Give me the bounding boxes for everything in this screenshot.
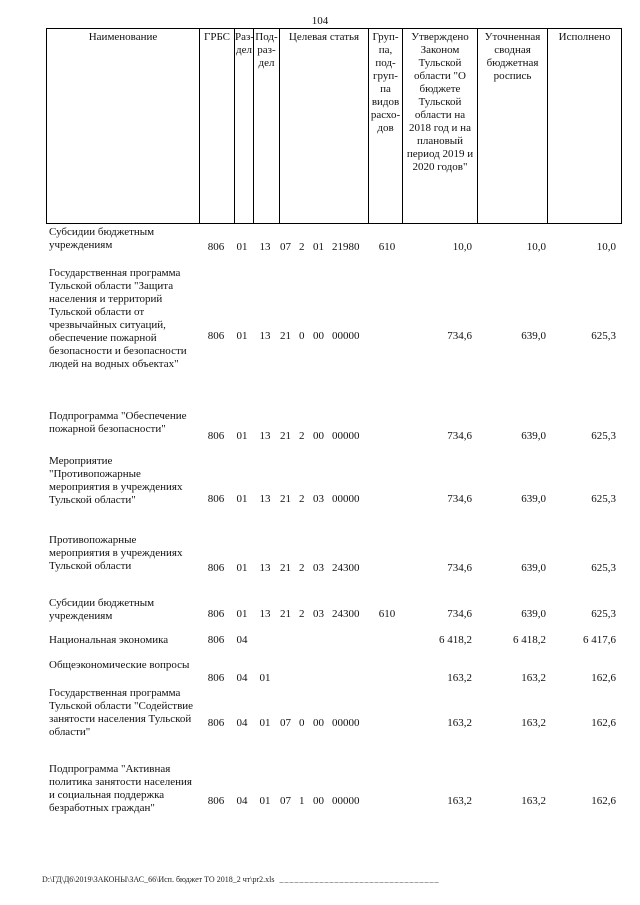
row-executed: 625,3 [591, 562, 616, 574]
row-grbs: 806 [207, 430, 225, 442]
row-executed: 10,0 [596, 241, 616, 253]
target-article-part: 00 [313, 717, 324, 729]
target-article-part: 1 [299, 795, 305, 807]
table-header [46, 28, 622, 224]
target-article-part: 00000 [332, 717, 360, 729]
row-revised: 6 418,2 [513, 634, 546, 646]
row-podrazdel: 01 [259, 795, 271, 807]
row-approved: 734,6 [447, 430, 472, 442]
file-path-footer [42, 875, 439, 884]
header-revised: Уточненная сводная бюджетная роспись [477, 28, 547, 224]
header-target-article: Целевая статья [279, 28, 368, 224]
row-executed: 6 417,6 [583, 634, 616, 646]
target-article-part: 07 [280, 717, 291, 729]
target-article-part: 03 [313, 493, 324, 505]
header-grbs: ГРБС [199, 28, 234, 224]
row-executed: 162,6 [591, 795, 616, 807]
target-article-part: 00000 [332, 795, 360, 807]
row-grbs: 806 [207, 330, 225, 342]
footer-dashes: ________________________________ [279, 875, 440, 884]
target-article-part: 2 [299, 562, 305, 574]
row-name: Государственная программа Тульской области "Содействие занятости населения Тульской области" [49, 687, 194, 738]
target-article-part: 21 [280, 493, 291, 505]
row-approved: 163,2 [447, 717, 472, 729]
row-podrazdel: 01 [259, 672, 271, 684]
row-podrazdel: 13 [259, 430, 271, 442]
row-approved: 163,2 [447, 672, 472, 684]
row-approved: 734,6 [447, 330, 472, 342]
row-executed: 625,3 [591, 430, 616, 442]
row-executed: 162,6 [591, 717, 616, 729]
row-razdel: 04 [236, 672, 248, 684]
header-name: Наименование [46, 28, 199, 224]
row-revised: 163,2 [521, 795, 546, 807]
row-razdel: 01 [236, 241, 248, 253]
row-razdel: 01 [236, 493, 248, 505]
row-revised: 639,0 [521, 430, 546, 442]
row-approved: 734,6 [447, 493, 472, 505]
row-executed: 625,3 [591, 608, 616, 620]
row-approved: 734,6 [447, 562, 472, 574]
row-expense-group: 610 [378, 241, 396, 253]
target-article-part: 07 [280, 241, 291, 253]
row-name: Мероприятие "Противопожарные мероприятия в учреждениях Тульской области" [49, 455, 183, 506]
row-name: Государственная программа Тульской области "Защита населения и территорий Тульской области от чрезвычайных ситуаций, обеспечение пожарной безопасности и безопасности людей на водных объектах" [49, 267, 187, 370]
page-number: 104 [311, 15, 329, 27]
target-article-part: 00000 [332, 430, 360, 442]
row-executed: 625,3 [591, 330, 616, 342]
target-article-part: 2 [299, 608, 305, 620]
target-article-part: 03 [313, 562, 324, 574]
row-podrazdel: 13 [259, 493, 271, 505]
row-revised: 639,0 [521, 608, 546, 620]
row-revised: 10,0 [526, 241, 546, 253]
row-executed: 162,6 [591, 672, 616, 684]
target-article-part: 24300 [332, 608, 360, 620]
row-grbs: 806 [207, 608, 225, 620]
row-grbs: 806 [207, 795, 225, 807]
file-path: D:\ГД\Д6\2019\ЗАКОНЫ\ЗАС_66\Исп. бюджет ТО 2018_2 чт\pr2.xls [42, 875, 275, 884]
row-podrazdel: 13 [259, 330, 271, 342]
target-article-part: 01 [313, 241, 324, 253]
row-approved: 6 418,2 [439, 634, 472, 646]
row-expense-group: 610 [378, 608, 396, 620]
row-name: Национальная экономика [49, 634, 169, 646]
target-article-part: 24300 [332, 562, 360, 574]
target-article-part: 00 [313, 795, 324, 807]
row-grbs: 806 [207, 562, 225, 574]
row-revised: 639,0 [521, 562, 546, 574]
row-revised: 163,2 [521, 672, 546, 684]
row-grbs: 806 [207, 241, 225, 253]
row-approved: 734,6 [447, 608, 472, 620]
row-grbs: 806 [207, 672, 225, 684]
target-article-part: 21 [280, 430, 291, 442]
row-grbs: 806 [207, 717, 225, 729]
row-grbs: 806 [207, 493, 225, 505]
row-name: Подпрограмма "Активная политика занятости населения и социальная поддержка безработных граждан" [49, 763, 192, 814]
row-razdel: 01 [236, 330, 248, 342]
target-article-part: 0 [299, 717, 305, 729]
row-podrazdel: 13 [259, 562, 271, 574]
row-podrazdel: 13 [259, 608, 271, 620]
target-article-part: 00000 [332, 330, 360, 342]
target-article-part: 00000 [332, 493, 360, 505]
row-approved: 10,0 [452, 241, 472, 253]
row-podrazdel: 01 [259, 717, 271, 729]
target-article-part: 07 [280, 795, 291, 807]
target-article-part: 21 [280, 562, 291, 574]
target-article-part: 21 [280, 608, 291, 620]
row-revised: 639,0 [521, 330, 546, 342]
target-article-part: 00 [313, 430, 324, 442]
row-revised: 163,2 [521, 717, 546, 729]
row-name: Подпрограмма "Обеспечение пожарной безопасности" [49, 410, 187, 435]
row-razdel: 01 [236, 608, 248, 620]
row-name: Общеэкономические вопросы [49, 659, 190, 671]
row-razdel: 04 [236, 795, 248, 807]
row-razdel: 01 [236, 430, 248, 442]
row-grbs: 806 [207, 634, 225, 646]
target-article-part: 03 [313, 608, 324, 620]
row-razdel: 04 [236, 717, 248, 729]
row-approved: 163,2 [447, 795, 472, 807]
row-executed: 625,3 [591, 493, 616, 505]
row-name: Противопожарные мероприятия в учреждениях Тульской области [49, 534, 183, 572]
header-approved: Утверждено Законом Тульской области "О бюджете Тульской области на 2018 год и на плановый период 2019 и 2020 годов" [402, 28, 477, 224]
header-expense-group: Груп-па, под-груп-па видов расхо-дов [368, 28, 402, 224]
target-article-part: 2 [299, 241, 305, 253]
target-article-part: 00 [313, 330, 324, 342]
row-revised: 639,0 [521, 493, 546, 505]
row-name: Субсидии бюджетным учреждениям [49, 597, 155, 622]
target-article-part: 2 [299, 493, 305, 505]
header-executed: Исполнено [547, 28, 622, 224]
target-article-part: 21980 [332, 241, 360, 253]
target-article-part: 2 [299, 430, 305, 442]
row-razdel: 04 [236, 634, 248, 646]
row-razdel: 01 [236, 562, 248, 574]
target-article-part: 21 [280, 330, 291, 342]
target-article-part: 0 [299, 330, 305, 342]
row-name: Субсидии бюджетным учреждениям [49, 226, 155, 251]
header-razdel: Раз-дел [234, 28, 253, 224]
header-podrazdel: Под-раз-дел [253, 28, 279, 224]
row-podrazdel: 13 [259, 241, 271, 253]
